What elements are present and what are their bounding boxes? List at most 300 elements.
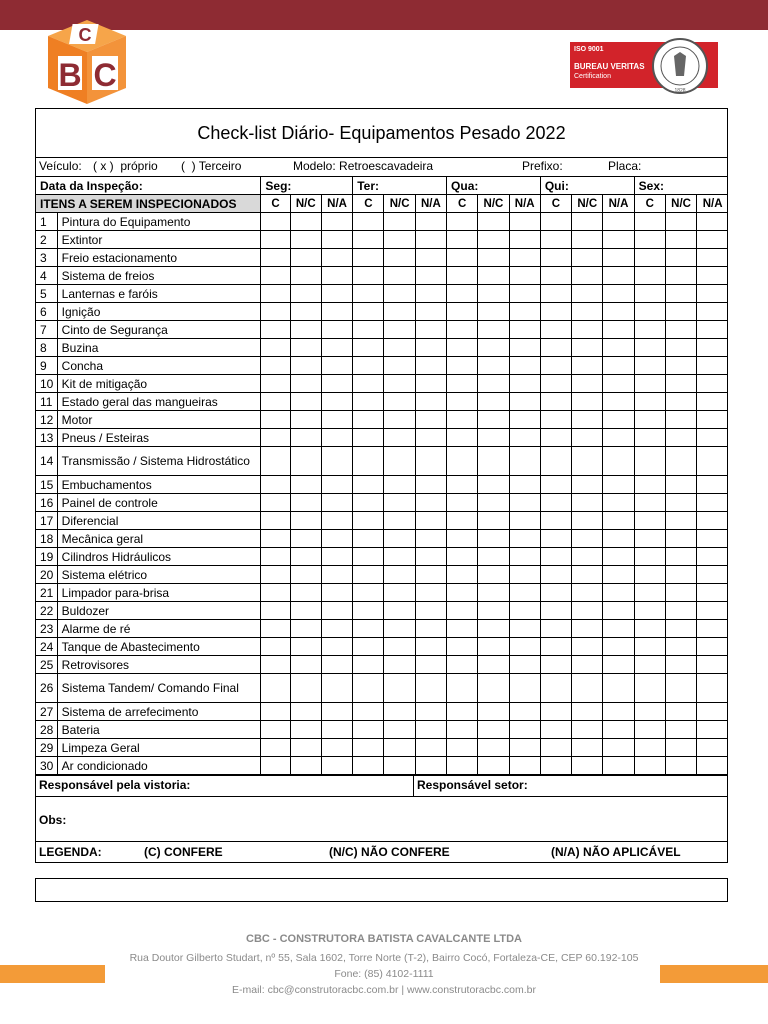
check-cell[interactable] [603,674,634,703]
check-cell[interactable] [697,375,728,393]
check-cell[interactable] [478,512,509,530]
check-cell[interactable] [447,721,478,739]
check-cell[interactable] [415,656,446,674]
check-cell[interactable] [509,721,540,739]
check-cell[interactable] [540,620,571,638]
check-cell[interactable] [321,411,352,429]
check-cell[interactable] [572,512,603,530]
check-cell[interactable] [665,548,696,566]
check-cell[interactable] [665,267,696,285]
check-cell[interactable] [603,476,634,494]
check-cell[interactable] [634,566,665,584]
check-cell[interactable] [415,285,446,303]
check-cell[interactable] [603,548,634,566]
check-cell[interactable] [634,674,665,703]
check-cell[interactable] [697,303,728,321]
check-cell[interactable] [321,285,352,303]
check-cell[interactable] [290,267,321,285]
check-cell[interactable] [634,602,665,620]
check-cell[interactable] [478,566,509,584]
check-cell[interactable] [384,213,415,231]
check-cell[interactable] [290,548,321,566]
check-cell[interactable] [665,584,696,602]
check-cell[interactable] [261,249,290,267]
check-cell[interactable] [321,548,352,566]
check-cell[interactable] [665,721,696,739]
check-cell[interactable] [447,703,478,721]
check-cell[interactable] [353,411,384,429]
check-cell[interactable] [353,739,384,757]
check-cell[interactable] [384,703,415,721]
check-cell[interactable] [290,620,321,638]
check-cell[interactable] [321,393,352,411]
check-cell[interactable] [447,393,478,411]
check-cell[interactable] [572,494,603,512]
check-cell[interactable] [478,303,509,321]
check-cell[interactable] [603,231,634,249]
check-cell[interactable] [509,357,540,375]
check-cell[interactable] [415,530,446,548]
check-cell[interactable] [353,674,384,703]
check-cell[interactable] [447,429,478,447]
check-cell[interactable] [478,231,509,249]
check-cell[interactable] [415,674,446,703]
check-cell[interactable] [697,321,728,339]
check-cell[interactable] [321,321,352,339]
check-cell[interactable] [603,530,634,548]
check-cell[interactable] [540,602,571,620]
check-cell[interactable] [290,213,321,231]
check-cell[interactable] [540,357,571,375]
check-cell[interactable] [321,249,352,267]
check-cell[interactable] [540,721,571,739]
check-cell[interactable] [509,303,540,321]
check-cell[interactable] [572,339,603,357]
check-cell[interactable] [509,638,540,656]
check-cell[interactable] [353,703,384,721]
check-cell[interactable] [478,447,509,476]
check-cell[interactable] [290,703,321,721]
check-cell[interactable] [415,339,446,357]
check-cell[interactable] [634,656,665,674]
check-cell[interactable] [665,530,696,548]
check-cell[interactable] [384,429,415,447]
check-cell[interactable] [290,674,321,703]
check-cell[interactable] [321,739,352,757]
check-cell[interactable] [697,213,728,231]
check-cell[interactable] [478,267,509,285]
check-cell[interactable] [697,285,728,303]
check-cell[interactable] [572,620,603,638]
check-cell[interactable] [665,393,696,411]
check-cell[interactable] [634,267,665,285]
check-cell[interactable] [290,721,321,739]
check-cell[interactable] [665,357,696,375]
check-cell[interactable] [603,429,634,447]
check-cell[interactable] [509,375,540,393]
check-cell[interactable] [447,566,478,584]
check-cell[interactable] [634,249,665,267]
check-cell[interactable] [634,303,665,321]
check-cell[interactable] [665,213,696,231]
check-cell[interactable] [509,584,540,602]
check-cell[interactable] [697,494,728,512]
check-cell[interactable] [415,249,446,267]
check-cell[interactable] [290,339,321,357]
check-cell[interactable] [603,411,634,429]
check-cell[interactable] [384,739,415,757]
check-cell[interactable] [261,447,290,476]
check-cell[interactable] [478,721,509,739]
check-cell[interactable] [384,656,415,674]
check-cell[interactable] [261,357,290,375]
check-cell[interactable] [697,231,728,249]
check-cell[interactable] [697,721,728,739]
check-cell[interactable] [290,429,321,447]
check-cell[interactable] [634,285,665,303]
check-cell[interactable] [290,656,321,674]
check-cell[interactable] [540,494,571,512]
check-cell[interactable] [634,447,665,476]
check-cell[interactable] [384,566,415,584]
check-cell[interactable] [290,411,321,429]
check-cell[interactable] [321,213,352,231]
check-cell[interactable] [665,757,696,775]
check-cell[interactable] [665,656,696,674]
check-cell[interactable] [634,357,665,375]
check-cell[interactable] [509,393,540,411]
check-cell[interactable] [447,476,478,494]
check-cell[interactable] [634,476,665,494]
check-cell[interactable] [261,638,290,656]
check-cell[interactable] [261,375,290,393]
check-cell[interactable] [603,566,634,584]
check-cell[interactable] [321,429,352,447]
check-cell[interactable] [603,620,634,638]
check-cell[interactable] [540,321,571,339]
check-cell[interactable] [634,703,665,721]
check-cell[interactable] [572,249,603,267]
check-cell[interactable] [540,512,571,530]
check-cell[interactable] [697,476,728,494]
check-cell[interactable] [447,674,478,703]
check-cell[interactable] [321,757,352,775]
check-cell[interactable] [415,494,446,512]
check-cell[interactable] [353,757,384,775]
check-cell[interactable] [261,602,290,620]
check-cell[interactable] [509,703,540,721]
check-cell[interactable] [321,703,352,721]
check-cell[interactable] [634,530,665,548]
check-cell[interactable] [447,602,478,620]
check-cell[interactable] [697,602,728,620]
check-cell[interactable] [697,757,728,775]
check-cell[interactable] [478,285,509,303]
check-cell[interactable] [478,213,509,231]
check-cell[interactable] [261,584,290,602]
check-cell[interactable] [290,375,321,393]
check-cell[interactable] [697,703,728,721]
check-cell[interactable] [665,602,696,620]
check-cell[interactable] [697,411,728,429]
check-cell[interactable] [415,213,446,231]
check-cell[interactable] [321,339,352,357]
check-cell[interactable] [509,231,540,249]
check-cell[interactable] [415,393,446,411]
check-cell[interactable] [665,231,696,249]
check-cell[interactable] [603,339,634,357]
check-cell[interactable] [384,584,415,602]
check-cell[interactable] [509,476,540,494]
check-cell[interactable] [603,447,634,476]
check-cell[interactable] [290,285,321,303]
check-cell[interactable] [447,620,478,638]
check-cell[interactable] [603,703,634,721]
check-cell[interactable] [384,249,415,267]
check-cell[interactable] [415,548,446,566]
check-cell[interactable] [353,476,384,494]
check-cell[interactable] [321,638,352,656]
check-cell[interactable] [665,321,696,339]
check-cell[interactable] [261,303,290,321]
check-cell[interactable] [261,548,290,566]
check-cell[interactable] [509,757,540,775]
check-cell[interactable] [447,321,478,339]
check-cell[interactable] [697,739,728,757]
check-cell[interactable] [353,530,384,548]
third-party-option[interactable]: ( ) Terceiro [181,159,242,173]
check-cell[interactable] [384,393,415,411]
check-cell[interactable] [290,512,321,530]
check-cell[interactable] [384,757,415,775]
check-cell[interactable] [603,494,634,512]
check-cell[interactable] [384,231,415,249]
check-cell[interactable] [478,739,509,757]
check-cell[interactable] [665,447,696,476]
check-cell[interactable] [634,494,665,512]
check-cell[interactable] [572,267,603,285]
check-cell[interactable] [447,530,478,548]
check-cell[interactable] [665,674,696,703]
check-cell[interactable] [665,739,696,757]
check-cell[interactable] [572,213,603,231]
check-cell[interactable] [540,303,571,321]
check-cell[interactable] [447,303,478,321]
check-cell[interactable] [665,429,696,447]
check-cell[interactable] [290,638,321,656]
check-cell[interactable] [634,757,665,775]
check-cell[interactable] [478,602,509,620]
check-cell[interactable] [665,476,696,494]
check-cell[interactable] [509,512,540,530]
check-cell[interactable] [634,375,665,393]
check-cell[interactable] [572,656,603,674]
check-cell[interactable] [509,602,540,620]
check-cell[interactable] [290,476,321,494]
check-cell[interactable] [697,512,728,530]
check-cell[interactable] [447,548,478,566]
check-cell[interactable] [697,447,728,476]
check-cell[interactable] [665,411,696,429]
check-cell[interactable] [540,231,571,249]
check-cell[interactable] [572,566,603,584]
check-cell[interactable] [478,674,509,703]
check-cell[interactable] [540,285,571,303]
check-cell[interactable] [447,231,478,249]
check-cell[interactable] [384,357,415,375]
check-cell[interactable] [603,656,634,674]
check-cell[interactable] [572,375,603,393]
check-cell[interactable] [509,267,540,285]
check-cell[interactable] [321,231,352,249]
check-cell[interactable] [321,375,352,393]
check-cell[interactable] [290,494,321,512]
check-cell[interactable] [447,339,478,357]
check-cell[interactable] [415,476,446,494]
check-cell[interactable] [353,548,384,566]
check-cell[interactable] [509,321,540,339]
check-cell[interactable] [261,476,290,494]
check-cell[interactable] [665,703,696,721]
check-cell[interactable] [665,620,696,638]
check-cell[interactable] [634,339,665,357]
check-cell[interactable] [321,584,352,602]
check-cell[interactable] [321,566,352,584]
check-cell[interactable] [665,285,696,303]
check-cell[interactable] [603,393,634,411]
check-cell[interactable] [353,638,384,656]
check-cell[interactable] [572,231,603,249]
check-cell[interactable] [665,494,696,512]
check-cell[interactable] [697,548,728,566]
check-cell[interactable] [665,249,696,267]
check-cell[interactable] [697,566,728,584]
check-cell[interactable] [290,584,321,602]
check-cell[interactable] [353,566,384,584]
check-cell[interactable] [384,447,415,476]
check-cell[interactable] [384,721,415,739]
check-cell[interactable] [478,249,509,267]
check-cell[interactable] [540,530,571,548]
check-cell[interactable] [572,476,603,494]
check-cell[interactable] [697,393,728,411]
check-cell[interactable] [509,447,540,476]
check-cell[interactable] [261,703,290,721]
check-cell[interactable] [603,512,634,530]
check-cell[interactable] [478,757,509,775]
check-cell[interactable] [261,321,290,339]
check-cell[interactable] [415,267,446,285]
check-cell[interactable] [634,584,665,602]
check-cell[interactable] [665,375,696,393]
check-cell[interactable] [415,447,446,476]
check-cell[interactable] [290,602,321,620]
check-cell[interactable] [572,447,603,476]
check-cell[interactable] [447,584,478,602]
check-cell[interactable] [478,393,509,411]
check-cell[interactable] [353,321,384,339]
check-cell[interactable] [384,638,415,656]
check-cell[interactable] [415,620,446,638]
check-cell[interactable] [540,584,571,602]
check-cell[interactable] [540,393,571,411]
check-cell[interactable] [261,566,290,584]
check-cell[interactable] [478,620,509,638]
check-cell[interactable] [572,584,603,602]
check-cell[interactable] [447,213,478,231]
check-cell[interactable] [290,231,321,249]
check-cell[interactable] [290,357,321,375]
check-cell[interactable] [261,739,290,757]
check-cell[interactable] [540,703,571,721]
check-cell[interactable] [478,656,509,674]
check-cell[interactable] [447,512,478,530]
check-cell[interactable] [697,620,728,638]
check-cell[interactable] [697,584,728,602]
check-cell[interactable] [384,602,415,620]
check-cell[interactable] [509,249,540,267]
check-cell[interactable] [384,285,415,303]
check-cell[interactable] [478,530,509,548]
check-cell[interactable] [603,285,634,303]
check-cell[interactable] [603,267,634,285]
check-cell[interactable] [290,739,321,757]
check-cell[interactable] [447,411,478,429]
check-cell[interactable] [572,411,603,429]
check-cell[interactable] [540,213,571,231]
check-cell[interactable] [509,739,540,757]
check-cell[interactable] [572,429,603,447]
check-cell[interactable] [634,620,665,638]
check-cell[interactable] [478,339,509,357]
check-cell[interactable] [384,303,415,321]
check-cell[interactable] [415,321,446,339]
check-cell[interactable] [572,548,603,566]
check-cell[interactable] [415,721,446,739]
check-cell[interactable] [447,638,478,656]
check-cell[interactable] [697,674,728,703]
check-cell[interactable] [290,321,321,339]
check-cell[interactable] [321,494,352,512]
check-cell[interactable] [384,548,415,566]
check-cell[interactable] [634,213,665,231]
check-cell[interactable] [665,638,696,656]
check-cell[interactable] [478,411,509,429]
check-cell[interactable] [290,249,321,267]
check-cell[interactable] [261,213,290,231]
check-cell[interactable] [415,757,446,775]
check-cell[interactable] [603,249,634,267]
check-cell[interactable] [540,339,571,357]
check-cell[interactable] [384,321,415,339]
check-cell[interactable] [572,757,603,775]
check-cell[interactable] [540,429,571,447]
check-cell[interactable] [634,321,665,339]
check-cell[interactable] [384,620,415,638]
check-cell[interactable] [447,656,478,674]
check-cell[interactable] [478,476,509,494]
check-cell[interactable] [447,757,478,775]
check-cell[interactable] [261,721,290,739]
check-cell[interactable] [697,267,728,285]
check-cell[interactable] [603,321,634,339]
check-cell[interactable] [697,656,728,674]
check-cell[interactable] [415,566,446,584]
check-cell[interactable] [321,656,352,674]
check-cell[interactable] [697,429,728,447]
check-cell[interactable] [447,447,478,476]
check-cell[interactable] [478,429,509,447]
